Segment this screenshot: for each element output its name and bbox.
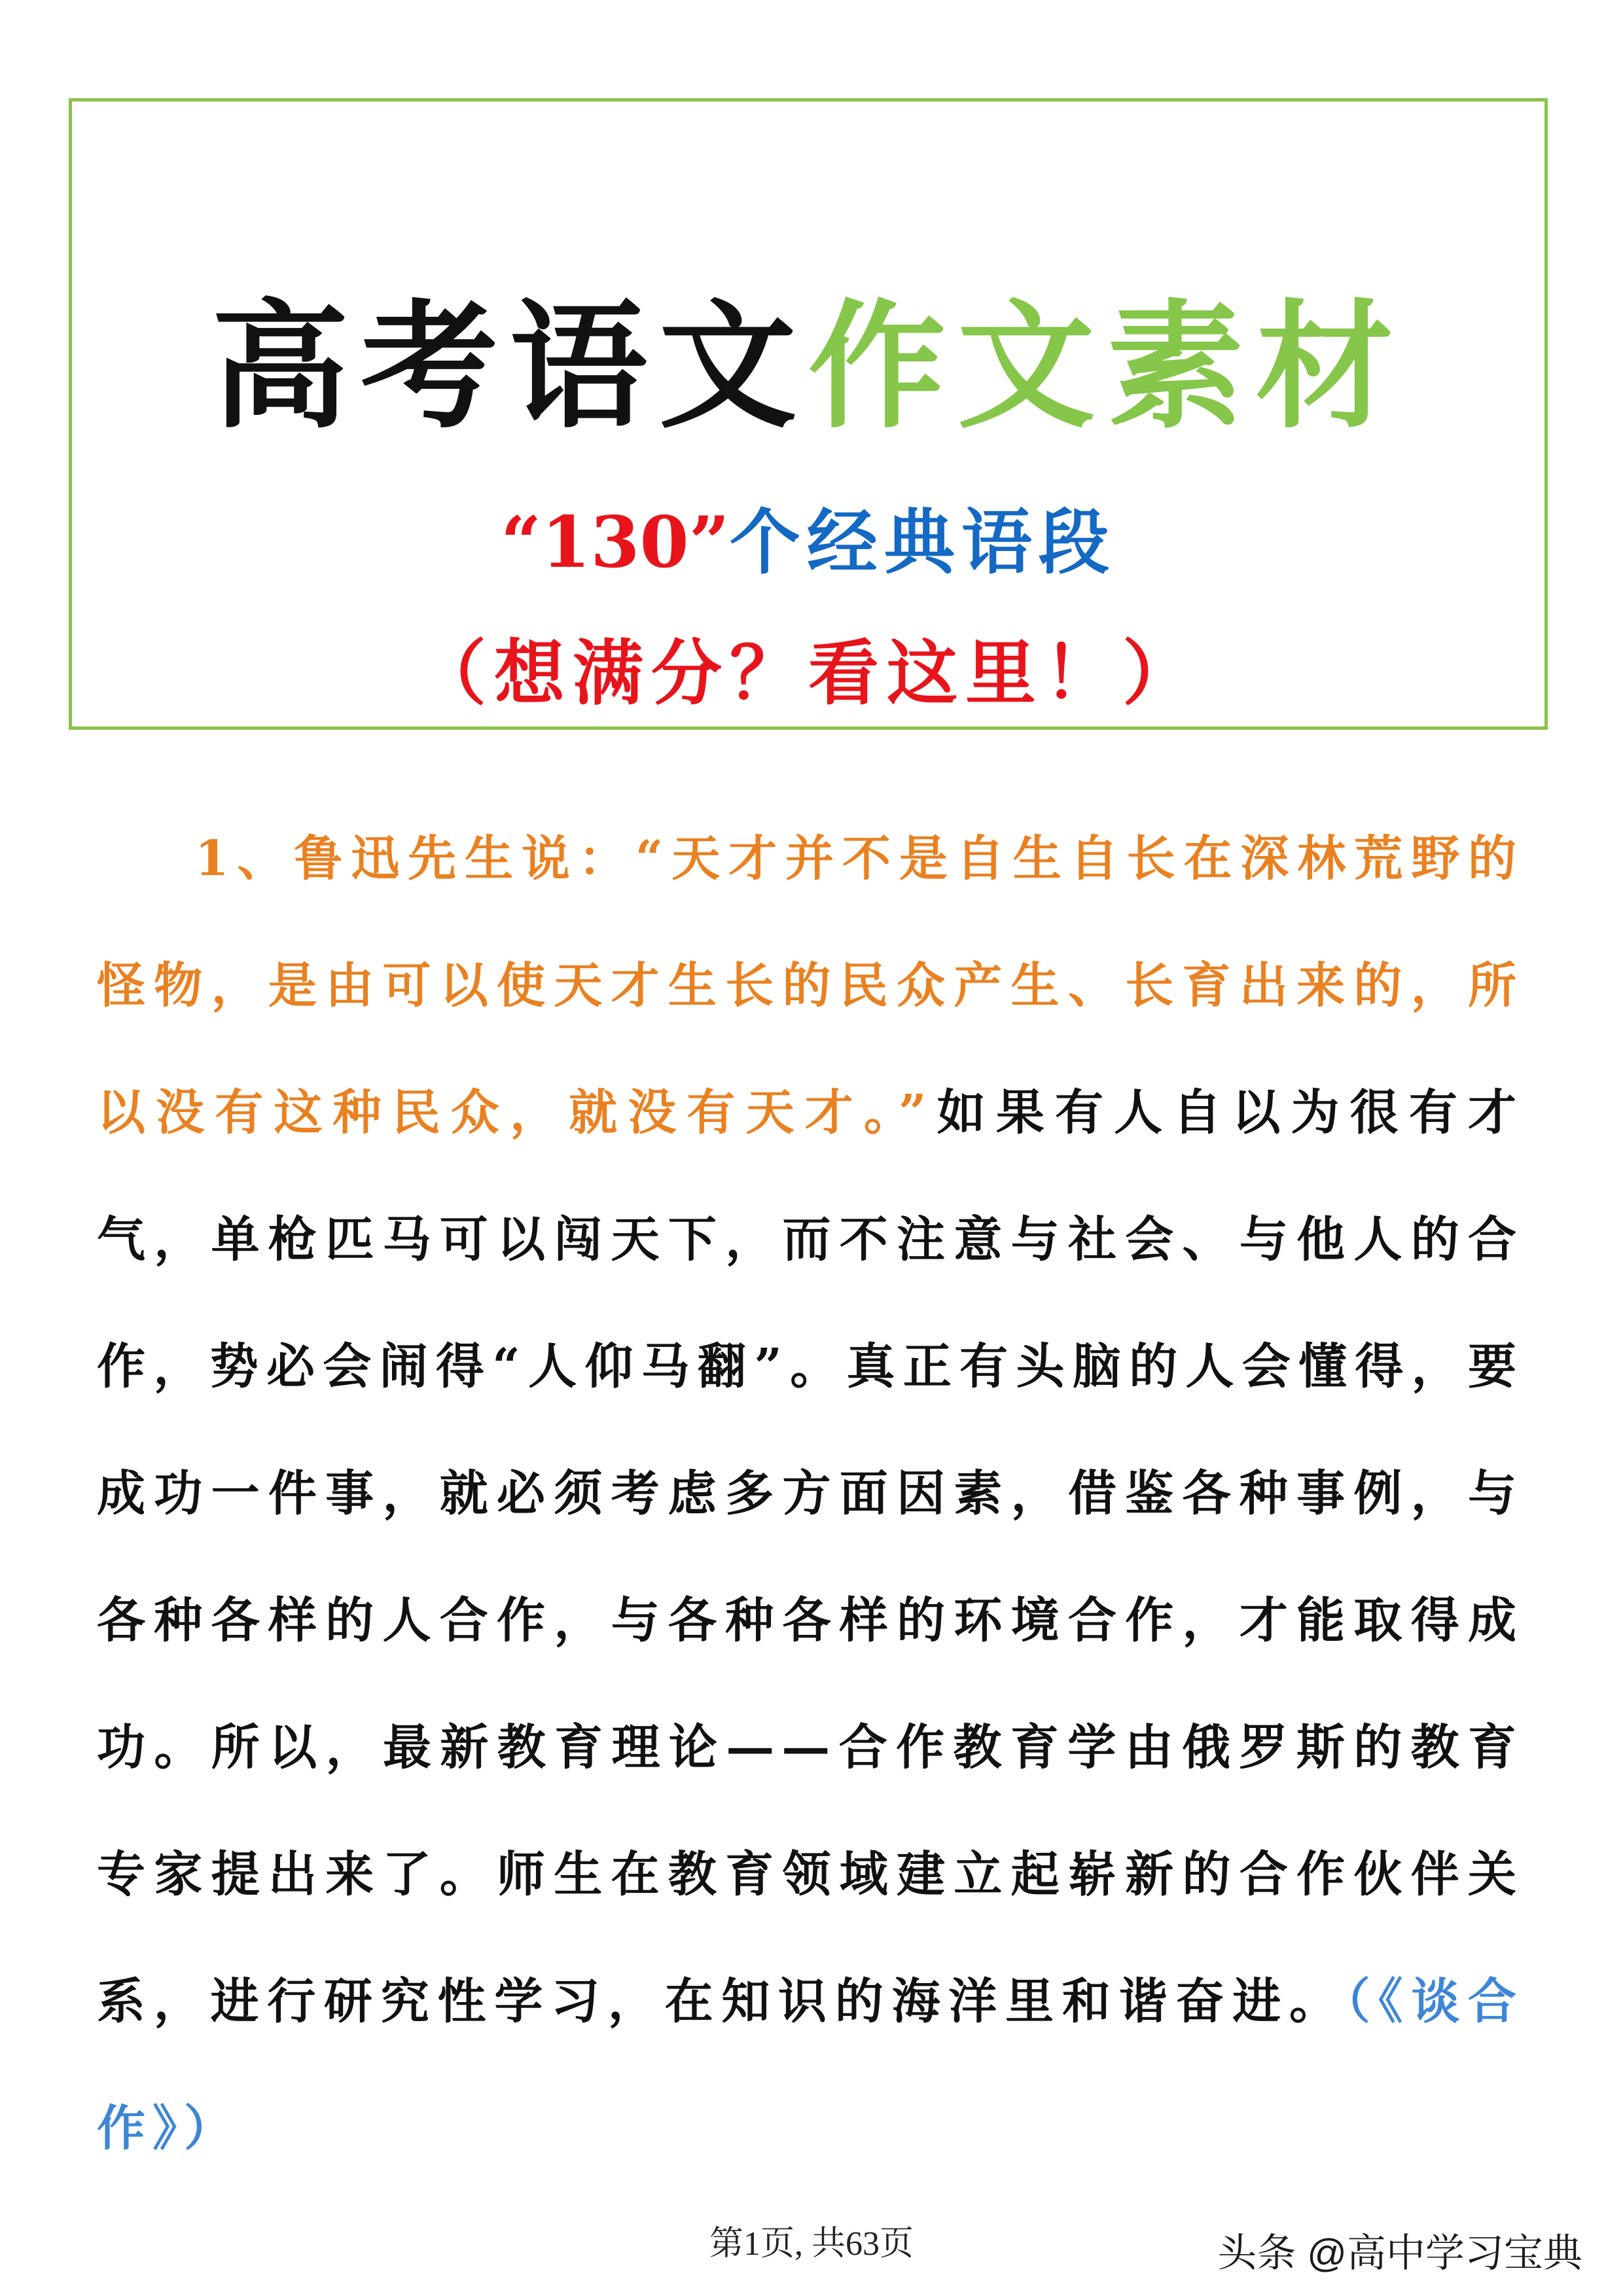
page-number: 第1页, 共63页 xyxy=(709,2225,914,2263)
subtitle-number: “130” xyxy=(501,501,730,584)
article-body: 如果有人自以为很有才气，单枪匹马可以闯天下，而不注意与社会、与他人的合作，势必会闹得“人仰马翻”。真正有头脑的人会懂得，要成功一件事，就必须考虑多方面因素，借鉴各种事例，与各种各样的人合作，与各种各样的环境合作，才能取得成功。所以，最新教育理论——合作教育学由俄罗斯的教育专家提出来了。师生在教育领域建立起崭新的合作伙伴关系，进行研究性学习，在知识的海洋里和谐奋进。 xyxy=(97,1085,1524,2030)
document-tagline: （想满分？看这里！） xyxy=(415,632,1201,715)
article-source: （《谈合作》） xyxy=(97,1973,1524,2157)
subtitle-text: 个经典语段 xyxy=(729,501,1116,584)
article-paragraph xyxy=(97,795,1524,2192)
watermark: 头条 @高中学习宝典 xyxy=(1217,2231,1582,2275)
title-box xyxy=(69,98,1548,730)
document-title xyxy=(72,285,1544,447)
article-quote: 1、鲁迅先生说：“天才并不是自生自长在深林荒野的怪物，是由可以使天才生长的民众产生、长育出来的，所以没有这种民众，就没有天才。” xyxy=(97,831,1524,1141)
title-black-part: 高考语文 xyxy=(211,285,808,447)
document-subtitle xyxy=(72,501,1544,584)
title-green-part: 作文素材 xyxy=(808,285,1406,447)
